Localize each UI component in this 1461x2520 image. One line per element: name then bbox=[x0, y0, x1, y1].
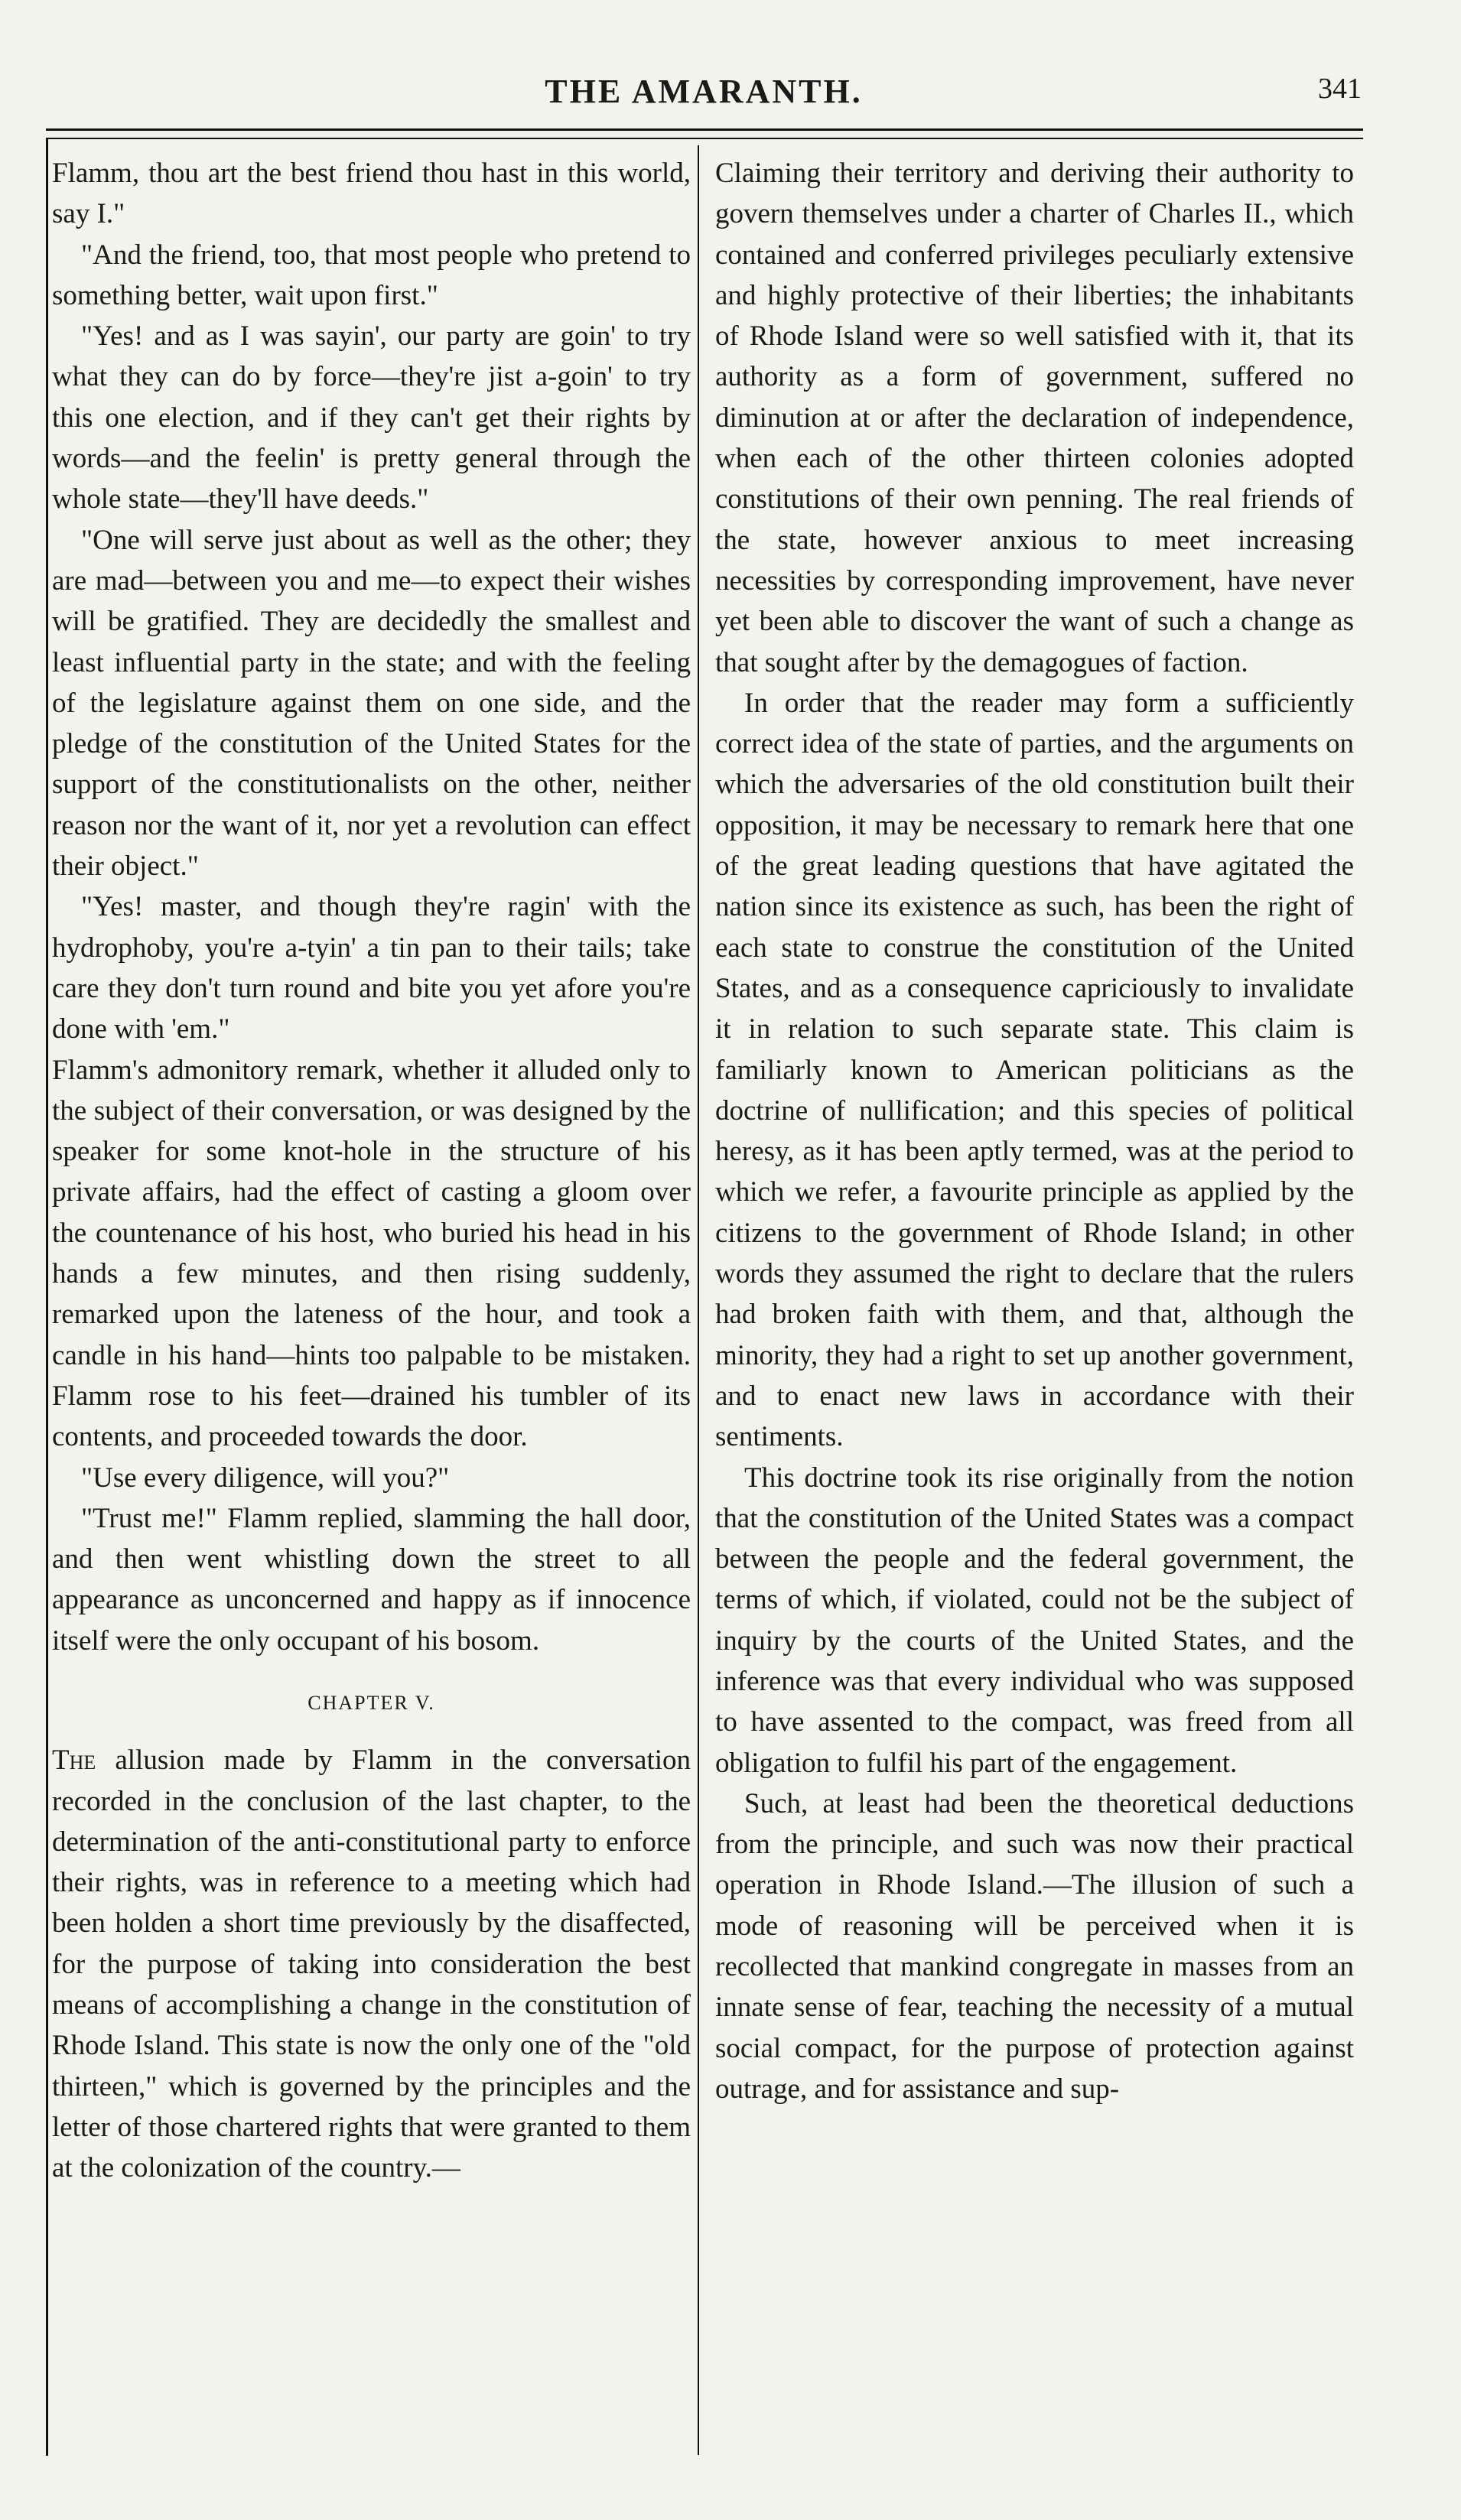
paragraph: "Yes! and as I was sayin', our party are goin' to try what they can do by force—they're jist a-goin' to try this one election, and if they can't get their rights by words—and the feelin' is pretty general through the whole state—they'll have deeds." bbox=[52, 320, 691, 515]
paragraph: "Yes! master, and though they're ragin' with the hydrophoby, you're a-tyin' a tin pan to their tails; take care they don't turn round and bite you yet afore you're done with 'em." bbox=[52, 891, 691, 1045]
paragraph: "Trust me!" Flamm replied, slamming the hall door, and then went whistling down the street to all appearance as unconcerned and happy as if innocence itself were the only occupant of his bosom. bbox=[52, 1502, 691, 1657]
left-column bbox=[52, 153, 691, 2189]
column-divider bbox=[698, 145, 699, 2455]
paragraph: "And the friend, too, that most people who pretend to something better, wait upon first." bbox=[52, 239, 691, 311]
page-number: 341 bbox=[1318, 73, 1362, 105]
paragraph-lead-word: The bbox=[52, 1744, 96, 1777]
paragraph-text: allusion made by Flamm in the conversation recorded in the conclusion of the last chapter, to the determination of the anti-constitutional party to enforce their rights, was in reference to a meeting which had been holden a short time previously by the disaffected, for the purpose of taking into consideration the best means of accomplishing a change in the constitution of Rhode Island. This state is now the only one of the "old thirteen," which is governed by the principles and the letter of those chartered rights that were granted to them at the colonization of the country.— bbox=[52, 1744, 691, 2184]
paragraph: Such, at least had been the theoretical deductions from the principle, and such was now their practical operation in Rhode Island.—The illusion of such a mode of reasoning will be perceived when it is recollected that mankind congregate in masses from an innate sense of fear, teaching the necessity of a mutual social compact, for the purpose of protection against outrage, and for assistance and sup- bbox=[715, 1787, 1354, 2105]
header-rule-top bbox=[46, 128, 1363, 131]
paragraph: "Use every diligence, will you?" bbox=[81, 1462, 450, 1494]
chapter-heading: CHAPTER V. bbox=[307, 1691, 435, 1714]
left-margin-rule bbox=[46, 138, 48, 2456]
paragraph: "One will serve just about as well as the other; they are mad—between you and me—to expect their wishes will be gratified. They are decidedly the smallest and least influential party in the state; and with the feeling of the legislature against them on one side, and the pledge of the constitution of the United States for the support of the constitutionalists on the other, neither reason nor the want of it, nor yet a revolution can effect their object." bbox=[52, 524, 691, 883]
paragraph: Claiming their territory and deriving their authority to govern themselves under a charter of Charles II., which contained and conferred privileges peculiarly extensive and highly protective of their liberties; the inhabitants of Rhode Island were so well satisfied with it, that its authority as a form of government, suffered no diminution at or after the declaration of independence, when each of the other thirteen colonies adopted constitutions of their own penning. The real friends of the state, however anxious to meet increasing necessities by corresponding improvement, have never yet been able to discover the want of such a change as that sought after by the demagogues of faction. bbox=[715, 158, 1354, 678]
paragraph bbox=[52, 1740, 691, 2188]
paragraph: Flamm, thou art the best friend thou hast in this world, say I." bbox=[52, 158, 691, 230]
running-header bbox=[46, 72, 1362, 125]
right-column bbox=[715, 153, 1354, 2109]
journal-title: THE AMARANTH. bbox=[545, 73, 863, 110]
header-rule-bottom bbox=[46, 138, 1363, 139]
paragraph: Flamm's admonitory remark, whether it alluded only to the subject of their conversation, or was designed by the speaker for some knot-hole in the structure of his private affairs, had the effect of casting a gloom over the countenance of his host, who buried his head in his hands a few minutes, and then rising suddenly, remarked upon the lateness of the hour, and took a candle in his hand—hints too palpable to be mistaken. Flamm rose to his feet—drained his tumbler of its contents, and proceeded towards the door. bbox=[52, 1054, 691, 1453]
paragraph: In order that the reader may form a sufficiently correct idea of the state of parties, and the arguments on which the adversaries of the old constitution built their opposition, it may be necessary to remark here that one of the great leading questions that have agitated the nation since its existence as such, has been the right of each state to construe the constitution of the United States, and as a consequence capriciously to invalidate it in relation to such separate state. This claim is familiarly known to American politicians as the doctrine of nullification; and this species of political heresy, as it has been aptly termed, was at the period to which we refer, a favourite principle as applied by the citizens to the government of Rhode Island; in other words they assumed the right to declare that the rulers had broken faith with them, and that, although the minority, they had a right to set up another government, and to enact new laws in accordance with their sentiments. bbox=[715, 687, 1354, 1453]
paragraph: This doctrine took its rise originally from the notion that the constitution of the United States was a compact between the people and the federal government, the terms of which, if violated, could not be the subject of inquiry by the courts of the United States, and the inference was that every individual who was supposed to have assented to the compact, was freed from all obligation to fulfil his part of the engagement. bbox=[715, 1462, 1354, 1779]
